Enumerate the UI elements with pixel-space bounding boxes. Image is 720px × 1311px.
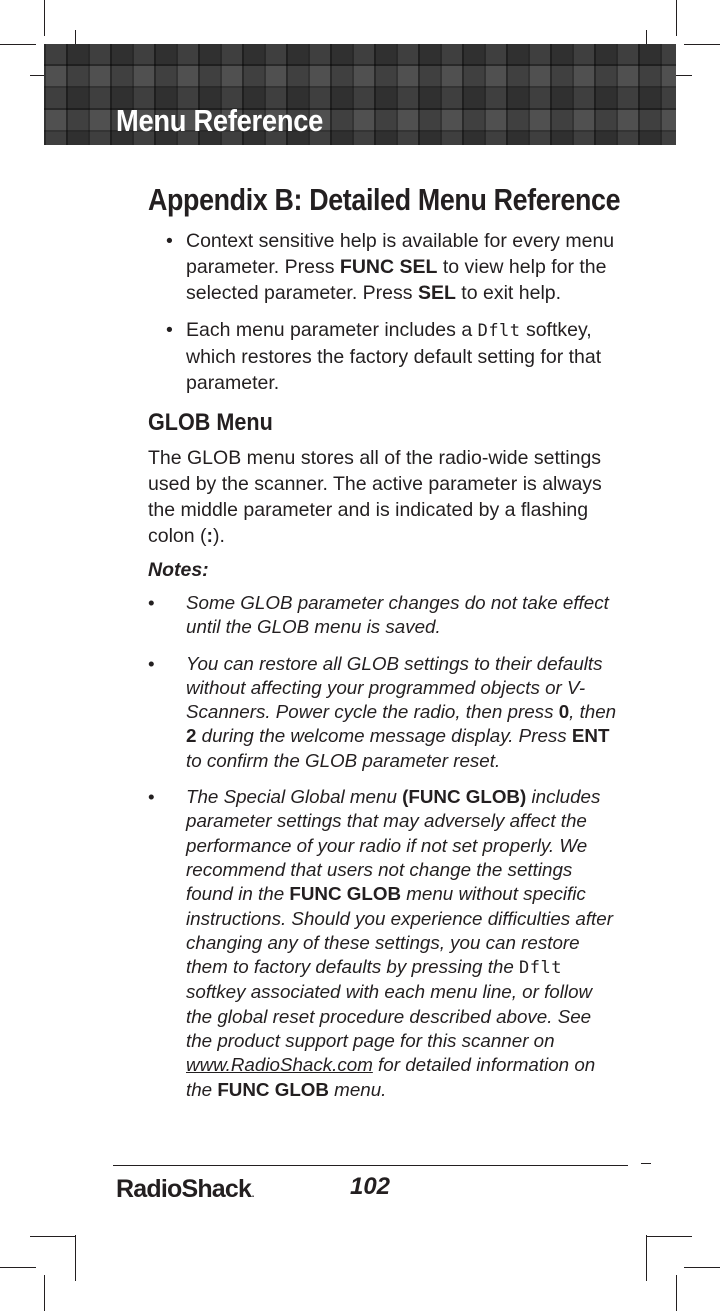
page-number: 102 [349,1173,391,1200]
crop-mark [75,1235,76,1281]
note-text: menu without specific instructions. Should you experience difficulties after changing any of these settings, you can restore them to factory defaults by pressing the [186,883,613,978]
radioshack-website-link[interactable]: www.RadioShack.com [186,1054,373,1076]
footer-rule [113,1165,628,1166]
crop-mark [676,0,677,36]
crop-mark [684,44,720,45]
colon-symbol: : [206,525,214,547]
bullet-text: to exit help. [455,282,562,304]
note-text: , then [569,701,617,723]
notes-label: Notes: [148,559,209,581]
appendix-title: Appendix B: Detailed Menu Reference [148,182,621,217]
note-text: during the welcome message display. Press [196,725,572,747]
notes-list [148,591,618,1102]
crop-mark [0,1267,36,1268]
crop-mark [676,1275,677,1311]
key-label: 2 [186,725,197,747]
softkey-label: Dflt [519,958,562,979]
list-item [148,228,618,306]
key-label: SEL [417,282,456,304]
crop-mark [44,1275,45,1311]
appendix-bullet-list [148,228,618,396]
softkey-label: Dflt [477,321,521,341]
logo-text: RadioShack [116,1175,252,1203]
note-text: softkey associated with each menu line, or follow the global reset procedure described above. See the product support page for this scanner on [186,981,593,1052]
note-text: to confirm the GLOB parameter reset. [186,749,501,771]
glob-menu-heading: GLOB Menu [148,409,273,436]
note-text: Some GLOB parameter changes do not take effect until the GLOB menu is saved. [186,592,609,638]
key-label: FUNC GLOB [217,1078,329,1100]
banner-title: Menu Reference [116,103,324,138]
crop-mark [646,1236,692,1237]
section-banner [44,44,676,145]
list-item [148,652,618,773]
key-label: 0 [558,701,570,723]
logo-dot: . [251,1184,255,1200]
glob-intro-paragraph [148,445,618,549]
bullet-text: to view help for the selected parameter. Press [186,256,607,304]
list-item [148,317,618,396]
paragraph-text: The GLOB menu stores all of the radio-wide settings used by the scanner. The active parameter is always the middle parameter and is indicated by a flashing colon ( [148,447,602,547]
note-text: for detailed information on the [186,1054,596,1100]
crop-mark [30,1236,76,1237]
crop-mark [44,0,45,36]
page-content [148,180,621,1114]
key-label: FUNC GLOB [289,883,402,905]
key-label: FUNC SEL [339,256,438,278]
crop-mark [684,1267,720,1268]
bullet-text: softkey, which restores the factory default setting for that parameter. [186,319,602,394]
crop-mark [0,44,36,45]
list-item [148,591,618,640]
note-text: menu. [328,1078,387,1100]
list-item [148,785,618,1102]
key-label: ENT [571,725,610,747]
paragraph-text: ). [213,525,225,547]
footer-mark [641,1163,651,1164]
bullet-text: Each menu parameter includes a [186,319,478,341]
note-text: includes parameter settings that may adversely affect the performance of your radio if not set properly. We recommend that users not change the settings found in the [186,786,601,905]
key-label: (FUNC GLOB) [402,786,527,808]
note-text: You can restore all GLOB settings to their defaults without affecting your programmed objects or V-Scanners. Power cycle the radio, then press [186,652,603,723]
note-text: The Special Global menu [186,786,403,808]
radioshack-logo [116,1175,254,1204]
bullet-text: Context sensitive help is available for every menu parameter. Press [186,230,615,278]
crop-mark [646,1235,647,1281]
